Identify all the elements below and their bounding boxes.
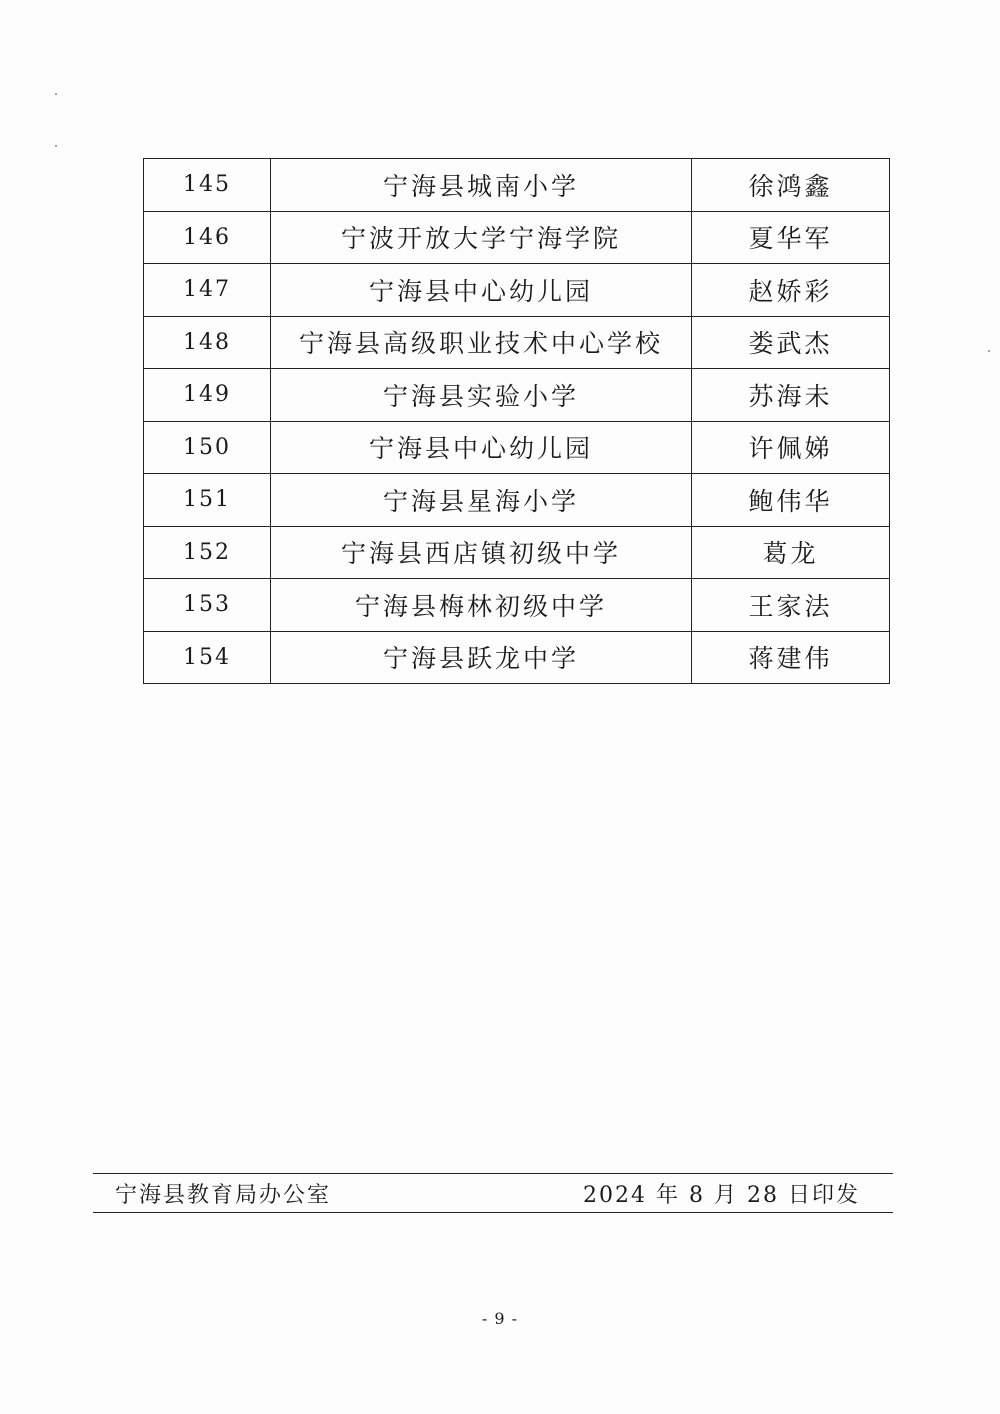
table-row xyxy=(144,474,890,527)
table-row xyxy=(144,211,890,264)
school-name: 宁海县星海小学 xyxy=(271,474,692,527)
school-name: 宁海县梅林初级中学 xyxy=(271,579,692,632)
page-number: - 9 - xyxy=(481,1309,519,1328)
school-name: 宁海县高级职业技术中心学校 xyxy=(271,316,692,369)
school-name: 宁海县实验小学 xyxy=(271,369,692,422)
footer-divider-top xyxy=(93,1173,893,1174)
school-name: 宁海县跃龙中学 xyxy=(271,631,692,684)
person-name: 蒋建伟 xyxy=(692,631,890,684)
footer-divider-bottom xyxy=(93,1212,893,1213)
person-name: 赵娇彩 xyxy=(692,264,890,317)
scan-speck xyxy=(988,350,990,352)
row-number: 152 xyxy=(144,526,271,579)
row-number: 154 xyxy=(144,631,271,684)
table-row xyxy=(144,631,890,684)
row-number: 147 xyxy=(144,264,271,317)
personnel-list-table xyxy=(143,158,890,684)
person-name: 苏海未 xyxy=(692,369,890,422)
row-number: 146 xyxy=(144,211,271,264)
school-name: 宁海县西店镇初级中学 xyxy=(271,526,692,579)
issuing-office: 宁海县教育局办公室 xyxy=(115,1183,332,1208)
person-name: 鲍伟华 xyxy=(692,474,890,527)
school-name: 宁海县城南小学 xyxy=(271,159,692,212)
row-number: 145 xyxy=(144,159,271,212)
school-name: 宁海县中心幼儿园 xyxy=(271,264,692,317)
person-name: 王家法 xyxy=(692,579,890,632)
person-name: 徐鸿鑫 xyxy=(692,159,890,212)
row-number: 149 xyxy=(144,369,271,422)
scan-speck xyxy=(55,93,57,95)
person-name: 娄武杰 xyxy=(692,316,890,369)
table-row xyxy=(144,421,890,474)
row-number: 151 xyxy=(144,474,271,527)
person-name: 许佩娣 xyxy=(692,421,890,474)
table-body xyxy=(144,159,890,684)
table-row xyxy=(144,526,890,579)
table-row xyxy=(144,159,890,212)
table-row xyxy=(144,264,890,317)
scan-speck xyxy=(55,145,57,147)
table-row xyxy=(144,369,890,422)
person-name: 夏华军 xyxy=(692,211,890,264)
school-name: 宁海县中心幼儿园 xyxy=(271,421,692,474)
row-number: 150 xyxy=(144,421,271,474)
table-row xyxy=(144,579,890,632)
row-number: 148 xyxy=(144,316,271,369)
print-date: 2024 年 8 月 28 日印发 xyxy=(583,1183,860,1208)
row-number: 153 xyxy=(144,579,271,632)
school-name: 宁波开放大学宁海学院 xyxy=(271,211,692,264)
person-name: 葛龙 xyxy=(692,526,890,579)
table-row xyxy=(144,316,890,369)
